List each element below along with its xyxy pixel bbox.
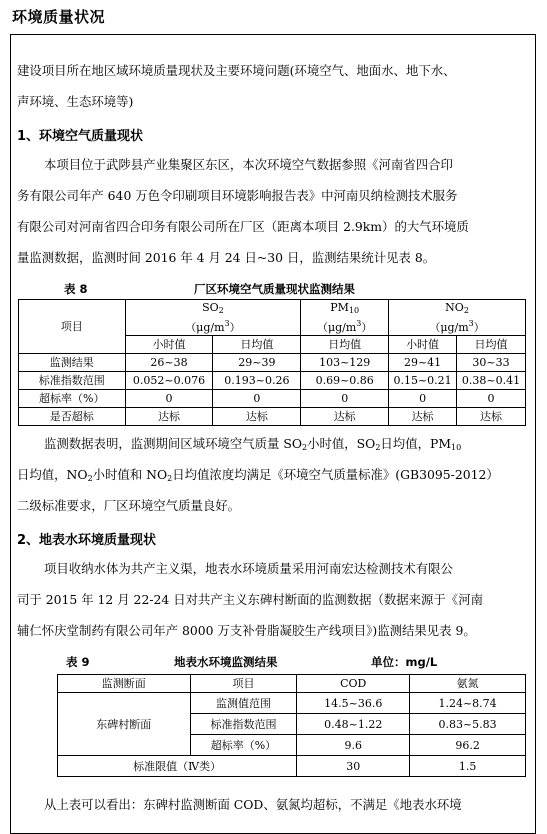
conclusion-line-3: 二级标准要求，厂区环境空气质量良好。 <box>17 498 241 513</box>
table-row: 是否超标 达标 达标 达标 达标 达标 <box>19 408 526 426</box>
table8-subheader: 日均值 <box>457 336 526 354</box>
table-row: 标准指数范围 0.052~0.076 0.193~0.26 0.69~0.86 0.15~0.21 0.38~0.41 <box>19 372 526 390</box>
table8-subheader: 小时值 <box>125 336 213 354</box>
section-1-heading: 1、环境空气质量现状 <box>17 129 144 144</box>
intro-line-1: 建设项目所在地区域环境质量现状及主要环境问题(环境空气、地面水、地下水、 <box>17 63 456 78</box>
conclusion-line-2: 日均值，$NO_2$小时值和 $NO_2$日均值浓度均满足《环境空气质量标准》(GB3095-2012） <box>17 467 499 483</box>
table9-label: 表 9 <box>66 655 90 669</box>
sec1-line-2: 务有限公司年产 640 万色令印刷项目环境影响报告表》中河南贝纳检测技术服务 <box>17 188 458 203</box>
sec2-line-2: 司于 2015 年 12 月 22-24 日对共产主义东碑村断面的监测数据（数据来源于《河南 <box>17 592 483 607</box>
table8-so2-header: $SO_2$ $(\mu g/m^3)$ <box>125 300 301 336</box>
table-row: 标准指数范围 0.48~1.22 0.83~5.83 <box>58 714 526 735</box>
sec1-line-1: 本项目位于武陟县产业集聚区东区，本次环境空气数据参照《河南省四合印 <box>44 157 453 172</box>
sec1-line-4: 量监测数据，监测时间 2016 年 4 月 24 日~30 日，监测结果统计见表 8。 <box>17 250 436 265</box>
section-2-heading: 2、地表水环境质量现状 <box>17 533 157 548</box>
table8-subheader: 日均值 <box>213 336 301 354</box>
intro-line-2: 声环境、生态环境等) <box>17 94 134 109</box>
table-8 <box>18 299 526 426</box>
table9-unit: 单位：mg/L <box>371 655 438 669</box>
page-title: 环境质量状况 <box>12 8 106 26</box>
table-row: 标准限值（Ⅳ类） 30 1.5 <box>58 756 526 777</box>
table-row: 东碑村断面 监测值范围 14.5~36.6 1.24~8.74 <box>58 693 526 714</box>
table8-item-header: 项目 <box>19 300 126 354</box>
table8-label: 表 8 <box>64 282 88 296</box>
bottom-line: 从上表可以看出：东碑村监测断面 COD、氨氮均超标，不满足《地表水环境 <box>44 797 462 812</box>
table8-title: 厂区环境空气质量现状监测结果 <box>194 282 355 296</box>
table-row: 超标率（%） 0 0 0 0 0 <box>19 390 526 408</box>
sec2-line-3: 辅仁怀庆堂制药有限公司年产 8000 万支补骨脂凝胶生产线项目》)监测结果见表 9。 <box>17 623 476 638</box>
table-row: 超标率（%） 9.6 96.2 <box>58 735 526 756</box>
table-9: 监测断面 项目 COD 氨氮 东碑村断面 监测值范围 14.5~36.6 1.24~8.74 标准指数范围 0.48~1.22 0.83~5.83 超标率（%） 9.6 96.2 标准限值（Ⅳ类） 30 1.5 <box>57 674 526 777</box>
sec2-line-1: 项目收纳水体为共产主义渠，地表水环境质量采用河南宏达检测技术有限公 <box>44 561 453 576</box>
conclusion-line-1: 监测数据表明，监测期间区域环境空气质量 $SO_2$小时值，$SO_2$日均值，$PM_{10}$ <box>44 436 462 452</box>
table9-title: 地表水环境监测结果 <box>174 655 278 669</box>
table8-pm10-header: $PM_{10}$ $(\mu g/m^3)$ <box>301 300 389 336</box>
section-name-cell: 东碑村断面 <box>58 693 191 756</box>
table8-subheader: 小时值 <box>389 336 457 354</box>
table8-no2-header: $NO_2$ $(\mu g/m^3)$ <box>389 300 526 336</box>
sec1-line-3: 有限公司对河南省四合印务有限公司所在厂区（距离本项目 2.9km）的大气环境质 <box>17 219 469 234</box>
table-row: 监测结果 26~38 29~39 103~129 29~41 30~33 <box>19 354 526 372</box>
table8-subheader: 日均值 <box>301 336 389 354</box>
